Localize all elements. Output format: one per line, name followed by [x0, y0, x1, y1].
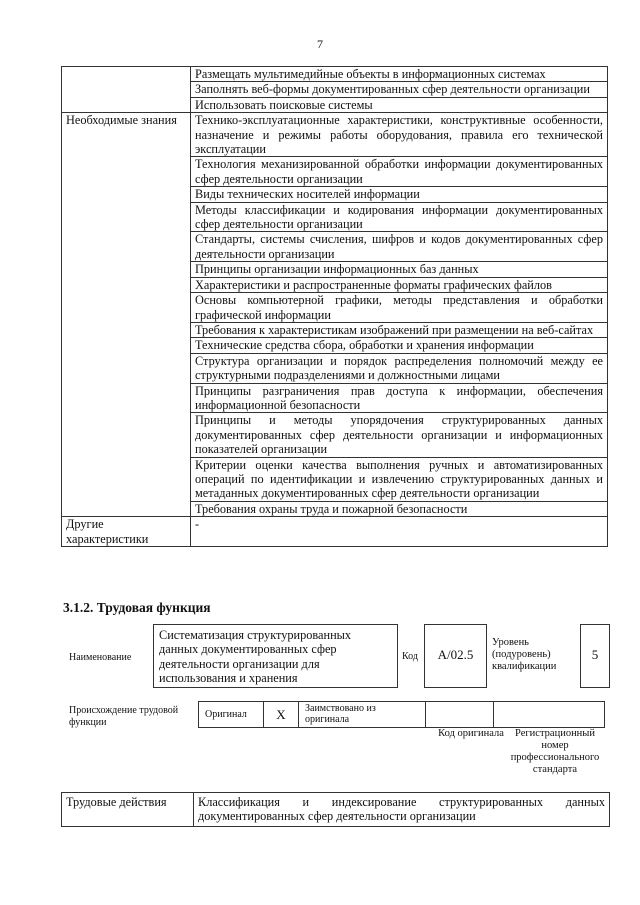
row-content: Требования к характеристикам изображений при размещении на веб-сайтах: [191, 322, 608, 337]
original-mark: X: [264, 702, 299, 728]
row-content: Характеристики и распространенные форматы графических файлов: [191, 277, 608, 292]
row-content: Размещать мультимедийные объекты в информационных системах: [191, 67, 608, 82]
row-content: Технико-эксплуатационные характеристики, конструктивные особенности, назначение и режимы работы оборудования, правила его технической эксплуатации: [191, 113, 608, 157]
row-content: Методы классификации и кодирования информации документированных сфер деятельности организации: [191, 202, 608, 232]
row-content: -: [191, 517, 608, 547]
original-label: Оригинал: [199, 702, 264, 728]
labor-label: Трудовые действия: [62, 793, 194, 827]
origin-table: [198, 701, 605, 728]
code-label: Код: [402, 651, 418, 662]
code-original-caption: Код оригинала: [438, 728, 504, 739]
row-content: Принципы и методы упорядочения структурированных данных документированных сфер деятельности организации и информационных показателей организации: [191, 413, 608, 457]
row-content: Стандарты, системы счисления, шифров и кодов документированных сфер деятельности организации: [191, 232, 608, 262]
level-value: 5: [580, 624, 610, 688]
knowledge-table: [61, 66, 608, 547]
row-category: [62, 67, 191, 113]
labor-value: Классификация и индексирование структурированных данных документированных сфер деятельности организации: [194, 793, 610, 827]
row-content: Технические средства сбора, обработки и хранения информации: [191, 338, 608, 353]
borrowed-label: Заимствовано из оригинала: [299, 702, 426, 728]
labor-table: [61, 792, 610, 827]
table-row: [62, 113, 608, 157]
function-code-value: А/02.5: [424, 624, 487, 688]
row-content: Технология механизированной обработки информации документированных сфер деятельности организации: [191, 157, 608, 187]
reg-number-caption: Регистрационный номер профессионального стандарта: [510, 728, 600, 775]
level-label: Уровень (подуровень) квалификации: [492, 637, 557, 672]
row-category: Другие характеристики: [62, 517, 191, 547]
row-content: Принципы организации информационных баз данных: [191, 262, 608, 277]
section-title: 3.1.2. Трудовая функция: [63, 600, 211, 615]
code-original-cell: [426, 702, 494, 728]
row-content: Использовать поисковые системы: [191, 97, 608, 112]
row-content: Основы компьютерной графики, методы представления и обработки графической информации: [191, 293, 608, 323]
row-category: Необходимые знания: [62, 113, 191, 517]
page-number: 7: [317, 37, 323, 51]
table-row: [62, 67, 608, 82]
function-name-value: Систематизация структурированных данных документированных сфер деятельности организации для использования и хранения: [153, 624, 398, 688]
row-content: Заполнять веб-формы документированных сфер деятельности организации: [191, 82, 608, 97]
row-content: Требования охраны труда и пожарной безопасности: [191, 501, 608, 516]
table-row: [62, 517, 608, 547]
row-content: Виды технических носителей информации: [191, 187, 608, 202]
row-content: Критерии оценки качества выполнения ручных и автоматизированных операций по идентификации и извлечению структурированных данных и метаданных документированных сфер деятельности организации: [191, 457, 608, 501]
origin-label: Происхождение трудовой функции: [69, 705, 179, 728]
name-label: Наименование: [69, 652, 132, 663]
reg-number-cell: [494, 702, 605, 728]
row-content: Принципы разграничения прав доступа к информации, обеспечения информационной безопасности: [191, 383, 608, 413]
row-content: Структура организации и порядок распределения полномочий между ее структурными подразделениями и должностными лицами: [191, 353, 608, 383]
